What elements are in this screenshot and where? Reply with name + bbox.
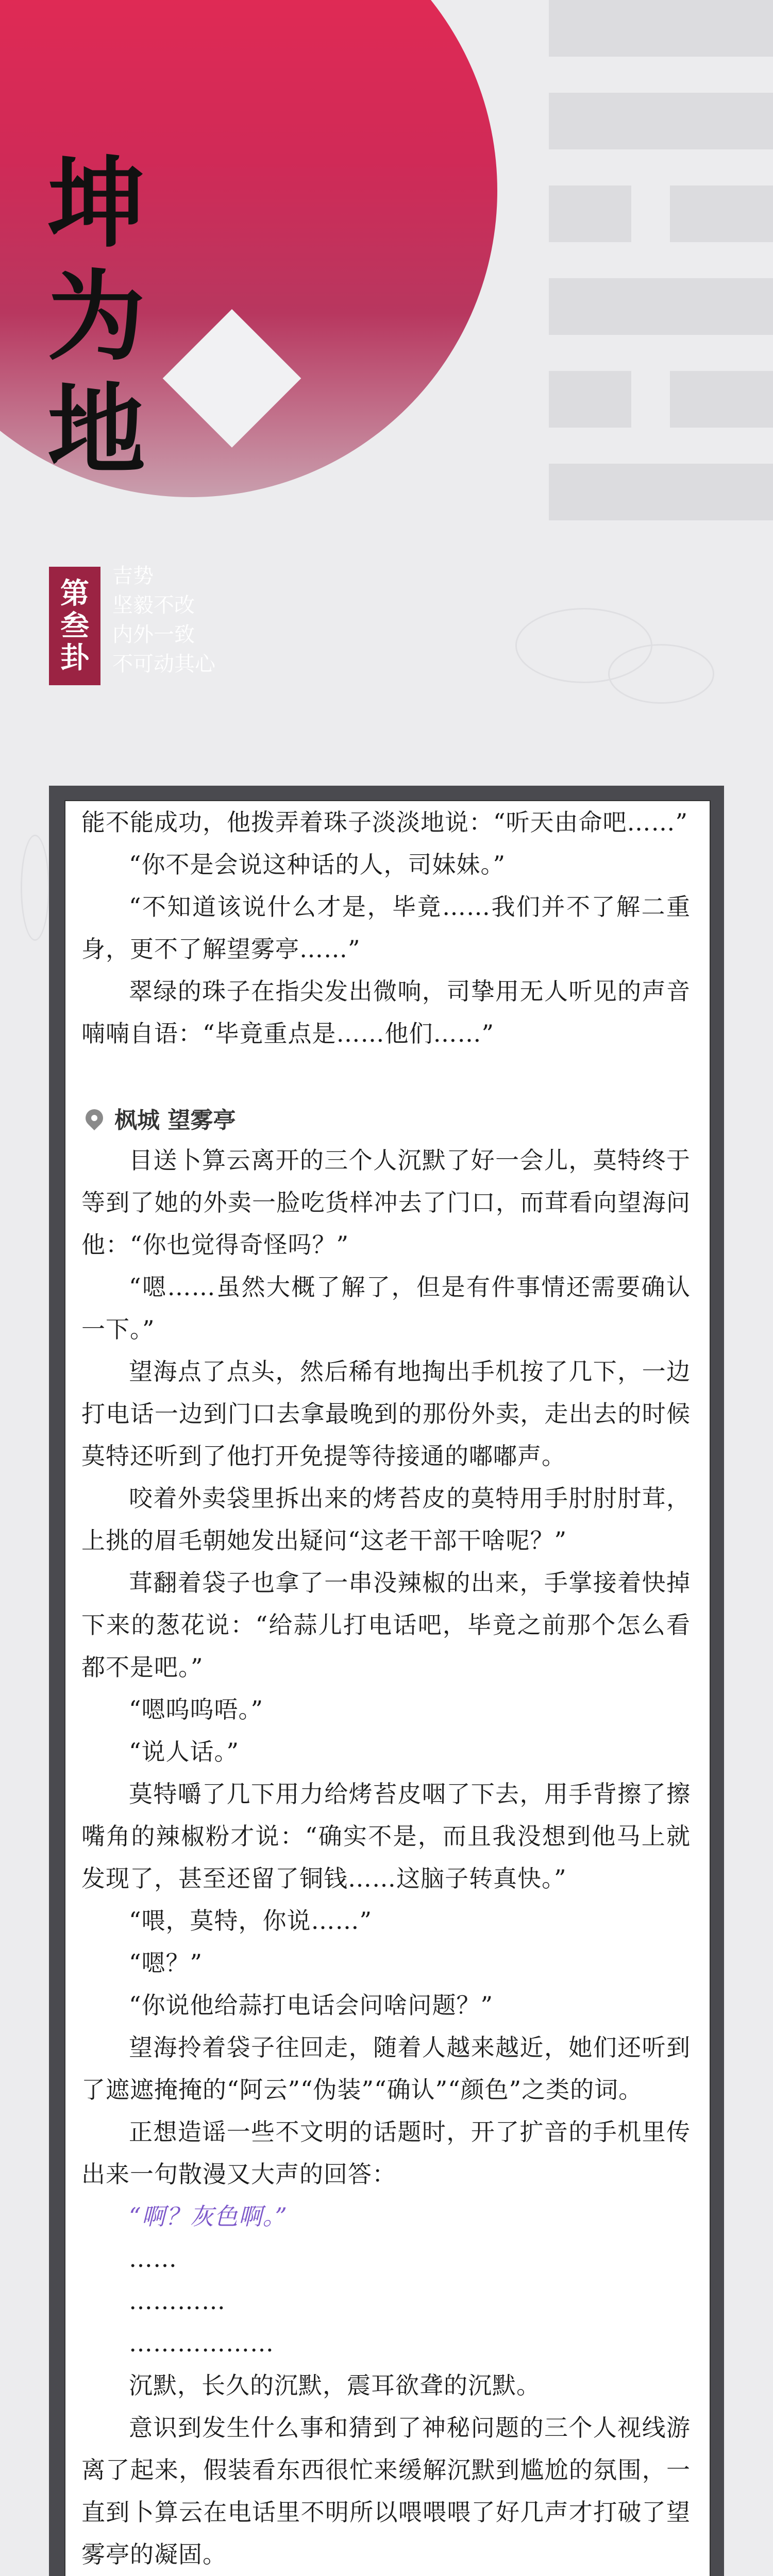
paragraph: “嗯？” (129, 1949, 203, 1977)
paragraph: “啊？灰色啊。” (129, 2202, 288, 2230)
paragraph: “喂，莫特，你说……” (129, 1907, 373, 1935)
paragraph: 咬着外卖袋里拆出来的烤苔皮的莫特用手肘肘肘茸，上挑的眉毛朝她发出疑问“这老干部干啥呢？” (81, 1484, 691, 1554)
chapter-label-char: 叁 (60, 608, 89, 643)
fortune-line: 内外一致 (112, 623, 195, 647)
chapter-label (49, 567, 100, 685)
title-char-3: 地 (47, 372, 144, 487)
fortune-line: 不可动其心 (112, 652, 215, 676)
paragraph: 正想造谣一些不文明的话题时，开了扩音的手机里传出来一句散漫又大声的回答： (81, 2118, 691, 2188)
paragraph: 莫特嚼了几下用力给烤苔皮咽了下去，用手背擦了擦嘴角的辣椒粉才说：“确实不是，而且我没想到他马上就发现了，甚至还留了铜钱……这脑子转真快。” (81, 1780, 691, 1892)
paragraph: “嗯呜呜唔。” (129, 1696, 264, 1723)
paragraph: “说人话。” (129, 1738, 240, 1766)
paragraph: …… (129, 2245, 177, 2273)
location-pin-icon (82, 1106, 107, 1130)
fortune-line: 吉势 (112, 564, 154, 588)
paragraph: 望海点了点头，然后稀有地掏出手机按了几下，一边打电话一边到门口去拿最晚到的那份外卖，走出去的时候莫特还听到了他打开免提等待接通的嘟嘟声。 (81, 1358, 691, 1470)
paragraphs-before-location (81, 801, 691, 1055)
title-char-2: 为 (47, 259, 144, 374)
article-body (81, 801, 691, 2576)
paragraph: “你说他给蒜打电话会问啥问题？” (129, 1991, 494, 2019)
paragraph: 翠绿的珠子在指尖发出微响，司挚用无人听见的声音喃喃自语：“毕竟重点是……他们……” (81, 977, 691, 1047)
paragraph: ………… (129, 2287, 226, 2315)
paragraph: ……………… (129, 2329, 274, 2357)
location-name: 枫城 望雾亭 (114, 1107, 236, 1133)
paragraph: “嗯……虽然大概了解了，但是有件事情还需要确认一下。” (81, 1273, 691, 1343)
paragraph: “你不是会说这种话的人，司妹妹。” (129, 851, 506, 878)
fortune-lines (112, 562, 215, 679)
chapter-label-char: 卦 (60, 641, 89, 675)
location-header (81, 1097, 691, 1139)
paragraph: 望海拎着袋子往回走，随着人越来越近，她们还听到了遮遮掩掩的“阿云”“伪装”“确认”“颜色”之类的词。 (81, 2033, 691, 2104)
title-char-1: 坤 (47, 146, 144, 261)
paragraph: “不知道该说什么才是，毕竟……我们并不了解二重身，更不了解望雾亭……” (81, 893, 691, 963)
paragraph: 沉默，长久的沉默，震耳欲聋的沉默。 (129, 2371, 541, 2399)
paragraph: 意识到发生什么事和猜到了神秘问题的三个人视线游离了起来，假装看东西很忙来缓解沉默到尴尬的氛围，一直到卜算云在电话里不明所以喂喂喂了好几声才打破了望雾亭的凝固。 (81, 2414, 691, 2568)
paragraph: 能不能成功，他拨弄着珠子淡淡地说：“听天由命吧……” (81, 808, 688, 836)
paragraph: 目送卜算云离开的三个人沉默了好一会儿，莫特终于等到了她的外卖一脸吃货样冲去了门口，而茸看向望海问他：“你也觉得奇怪吗？” (81, 1146, 691, 1259)
paragraphs-after-location (81, 1139, 691, 2576)
paragraph: 茸翻着袋子也拿了一串没辣椒的出来，手掌接着快掉下来的葱花说：“给蒜儿打电话吧，毕竟之前那个怎么看都不是吧。” (81, 1569, 691, 1681)
fortune-line: 坚毅不改 (112, 594, 195, 617)
chapter-label-char: 第 (60, 576, 89, 611)
